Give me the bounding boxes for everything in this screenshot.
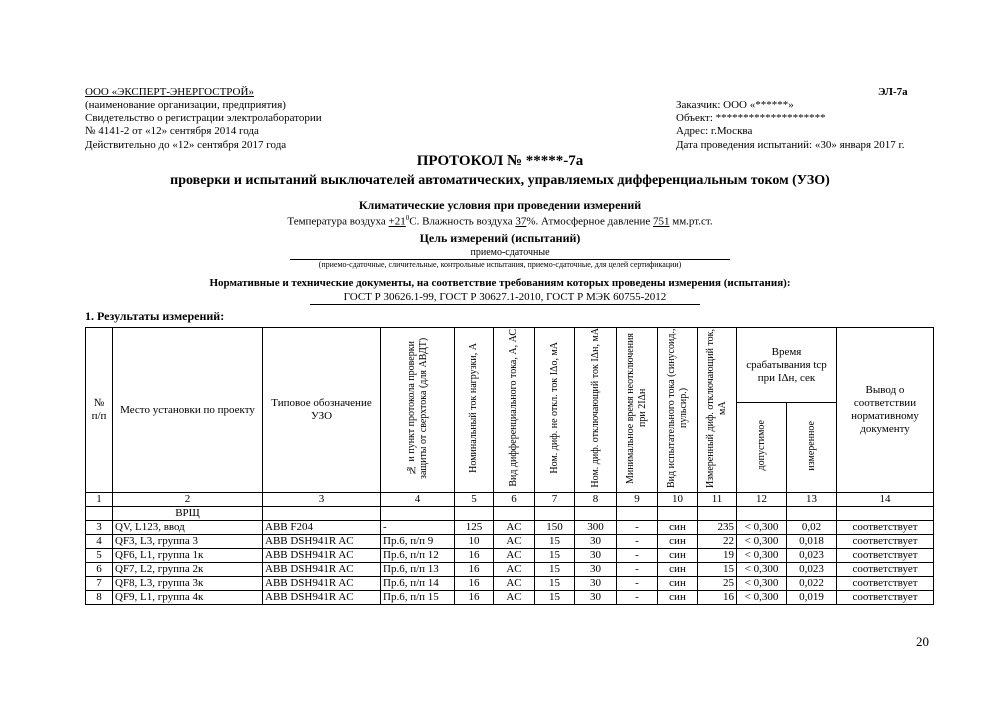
protocol-title: ПРОТОКОЛ № *****-7а: [416, 153, 584, 169]
row-test-kind: син: [658, 549, 698, 563]
row-type: ABB DSH941R AC: [263, 563, 381, 577]
row-nominal: 16: [455, 549, 494, 563]
row-test-kind: син: [658, 535, 698, 549]
row-nominal: 16: [455, 563, 494, 577]
table-row: [86, 521, 934, 535]
row-measured: 15: [698, 563, 737, 577]
org-caption: (наименование организации, предприятия): [85, 99, 286, 111]
object: Объект: ********************: [676, 112, 826, 124]
h-nom-nontrip-text: Ном. диф. не откл. ток IΔо, мА: [548, 342, 560, 474]
row-no: 3: [86, 521, 113, 535]
row-min-time: -: [617, 591, 658, 605]
row-no: 7: [86, 577, 113, 591]
row-test-kind: син: [658, 591, 698, 605]
row-conclusion: соответствует: [837, 591, 934, 605]
row-place: QF6, L1, группа 1к: [113, 549, 263, 563]
row-conclusion: соответствует: [837, 521, 934, 535]
climate-values: [0, 214, 1000, 228]
row-nontrip: 150: [535, 521, 575, 535]
row-protocol: -: [381, 521, 455, 535]
column-number: 1: [86, 493, 113, 507]
column-number: 7: [535, 493, 575, 507]
temp-label: Температура воздуха: [287, 215, 386, 228]
h-nominal-text: Номинальный ток нагрузки, А: [468, 343, 479, 473]
h-conclusion: Вывод о соответствии нормативному документу: [837, 328, 934, 493]
row-nontrip: 15: [535, 535, 575, 549]
pressure-value: 751: [652, 215, 670, 228]
section-empty: [535, 507, 575, 521]
h-allowed-text: допустимое: [755, 420, 767, 471]
section-empty: [575, 507, 617, 521]
section-empty: [381, 507, 455, 521]
row-type: ABB F204: [263, 521, 381, 535]
cert-label: Свидетельство о регистрации электролаборатории: [85, 112, 322, 124]
section-row: [86, 507, 934, 521]
row-conclusion: соответствует: [837, 535, 934, 549]
form-code: ЭЛ-7а: [878, 86, 908, 98]
column-number: 6: [494, 493, 535, 507]
section-empty: [658, 507, 698, 521]
row-type: ABB DSH941R AC: [263, 549, 381, 563]
section-empty: [617, 507, 658, 521]
row-measured: 22: [698, 535, 737, 549]
row-kind: AC: [494, 591, 535, 605]
row-kind: AC: [494, 521, 535, 535]
h-protocol: [381, 328, 455, 493]
row-trip: 30: [575, 577, 617, 591]
row-nominal: 16: [455, 591, 494, 605]
row-place: QF8, L3, группа 3к: [113, 577, 263, 591]
section-empty: [494, 507, 535, 521]
section-empty-no: [86, 507, 113, 521]
row-conclusion: соответствует: [837, 563, 934, 577]
row-min-time: -: [617, 563, 658, 577]
temp-value: +21: [388, 215, 406, 228]
row-measured-time: 0,022: [787, 577, 837, 591]
h-measured-text: Измеренный диф. отключающий ток, мА: [705, 328, 728, 488]
h-meas-text: измеренное: [805, 420, 817, 471]
row-min-time: -: [617, 521, 658, 535]
row-nominal: 125: [455, 521, 494, 535]
row-nominal: 10: [455, 535, 494, 549]
row-test-kind: син: [658, 563, 698, 577]
row-nontrip: 15: [535, 577, 575, 591]
h-protocol-text: № и пункт протокола проверки защиты от сверхтока (для АВДТ): [405, 337, 429, 479]
row-place: QF7, L2, группа 2к: [113, 563, 263, 577]
norms-docs: ГОСТ Р 30626.1-99, ГОСТ Р 30627.1-2010, ГОСТ Р МЭК 60755-2012: [310, 291, 700, 305]
table-row: [86, 591, 934, 605]
row-type: ABB DSH941R AC: [263, 591, 381, 605]
row-measured-time: 0,023: [787, 549, 837, 563]
table-row: [86, 549, 934, 563]
h-nom-trip-text: Ном. диф. отключающий ток IΔн, мА: [589, 328, 601, 488]
row-trip: 30: [575, 591, 617, 605]
row-measured: 25: [698, 577, 737, 591]
column-number: 14: [837, 493, 934, 507]
row-nontrip: 15: [535, 549, 575, 563]
row-type: ABB DSH941R AC: [263, 577, 381, 591]
section-empty: [737, 507, 787, 521]
row-allowed: < 0,300: [737, 577, 787, 591]
row-measured-time: 0,019: [787, 591, 837, 605]
temp-sup: 0: [405, 214, 410, 222]
column-number: 9: [617, 493, 658, 507]
results-table: [85, 327, 934, 605]
row-measured-time: 0,018: [787, 535, 837, 549]
row-allowed: < 0,300: [737, 549, 787, 563]
row-conclusion: соответствует: [837, 577, 934, 591]
row-conclusion: соответствует: [837, 549, 934, 563]
table-row: [86, 535, 934, 549]
h-kind: [494, 328, 535, 493]
section-empty: [455, 507, 494, 521]
row-no: 5: [86, 549, 113, 563]
test-date: Дата проведения испытаний: «30» января 2017 г.: [676, 139, 905, 151]
row-measured-time: 0,023: [787, 563, 837, 577]
humidity-value: 37: [515, 215, 527, 228]
climate-heading: Климатические условия при проведении измерений: [358, 198, 642, 212]
h-nominal: [455, 328, 494, 493]
row-test-kind: син: [658, 577, 698, 591]
humidity-unit: %. Атмосферное давление: [526, 215, 651, 228]
row-place: QV, L123, ввод: [113, 521, 263, 535]
customer: Заказчик: ООО «******»: [676, 99, 794, 111]
section-empty: [263, 507, 381, 521]
row-trip: 300: [575, 521, 617, 535]
row-allowed: < 0,300: [737, 521, 787, 535]
temp-unit: С. Влажность воздуха: [409, 215, 513, 228]
pressure-unit: мм.рт.ст.: [672, 215, 713, 228]
column-number: 8: [575, 493, 617, 507]
row-protocol: Пр.6, п/п 15: [381, 591, 455, 605]
goal-caption: (приемо-сдаточные, сличительные, контрольные испытания, приемо-сдаточные, для целей сертификации): [318, 260, 682, 269]
row-measured: 16: [698, 591, 737, 605]
row-min-time: -: [617, 549, 658, 563]
row-kind: AC: [494, 535, 535, 549]
row-kind: AC: [494, 577, 535, 591]
row-place: QF9, L1, группа 4к: [113, 591, 263, 605]
row-no: 6: [86, 563, 113, 577]
h-meas: [787, 403, 837, 493]
row-nontrip: 15: [535, 591, 575, 605]
section-empty: [787, 507, 837, 521]
row-min-time: -: [617, 535, 658, 549]
row-nominal: 16: [455, 577, 494, 591]
h-allowed: [737, 403, 787, 493]
row-trip: 30: [575, 549, 617, 563]
column-number: 13: [787, 493, 837, 507]
row-test-kind: син: [658, 521, 698, 535]
h-min-time: [617, 328, 658, 493]
row-measured: 235: [698, 521, 737, 535]
h-test-kind: [658, 328, 698, 493]
column-number: 11: [698, 493, 737, 507]
h-no: № п/п: [86, 328, 113, 493]
row-nontrip: 15: [535, 563, 575, 577]
header-row: [86, 328, 934, 403]
h-measured: [698, 328, 737, 493]
row-protocol: Пр.6, п/п 13: [381, 563, 455, 577]
column-number: 12: [737, 493, 787, 507]
row-no: 8: [86, 591, 113, 605]
column-number: 5: [455, 493, 494, 507]
table-row: [86, 577, 934, 591]
row-allowed: < 0,300: [737, 563, 787, 577]
row-type: ABB DSH941R AC: [263, 535, 381, 549]
cert-number: № 4141-2 от «12» сентября 2014 года: [85, 125, 259, 137]
h-nom-trip: [575, 328, 617, 493]
results-title: 1. Результаты измерений:: [85, 309, 225, 323]
row-protocol: Пр.6, п/п 14: [381, 577, 455, 591]
table-row: [86, 563, 934, 577]
row-measured: 19: [698, 549, 737, 563]
row-measured-time: 0,02: [787, 521, 837, 535]
address: Адрес: г.Москва: [676, 125, 753, 137]
h-kind-text: Вид дифференциального тока, А, АС: [508, 329, 519, 487]
row-trip: 30: [575, 535, 617, 549]
column-number: 4: [381, 493, 455, 507]
section-label: ВРЩ: [113, 507, 263, 521]
h-type: Типовое обозначение УЗО: [263, 328, 381, 493]
row-allowed: < 0,300: [737, 591, 787, 605]
h-test-kind-text: Вид испытательного тока (синусоид., пульсир.): [665, 328, 689, 488]
page-number: 20: [916, 634, 929, 649]
column-number-row: [86, 493, 934, 507]
row-no: 4: [86, 535, 113, 549]
h-min-time-text: Минимальное время неотключения при 2IΔн: [625, 332, 648, 484]
org-name: ООО «ЭКСПЕРТ-ЭНЕРГОСТРОЙ»: [85, 86, 254, 98]
h-nom-nontrip: [535, 328, 575, 493]
row-place: QF3, L3, группа 3: [113, 535, 263, 549]
protocol-subtitle: проверки и испытаний выключателей автоматических, управляемых дифференциальным током (УЗО): [170, 173, 830, 188]
column-number: 10: [658, 493, 698, 507]
h-place: Место установки по проекту: [113, 328, 263, 493]
column-number: 3: [263, 493, 381, 507]
row-protocol: Пр.6, п/п 12: [381, 549, 455, 563]
row-allowed: < 0,300: [737, 535, 787, 549]
h-time: Время срабатывания tср при IΔн, сек: [737, 328, 837, 403]
norms-heading: Нормативные и технические документы, на соответствие требованиям которых проведены измерения (испытания):: [209, 277, 791, 289]
section-empty: [698, 507, 737, 521]
row-kind: AC: [494, 549, 535, 563]
section-empty: [837, 507, 934, 521]
column-number: 2: [113, 493, 263, 507]
goal-heading: Цель измерений (испытаний): [419, 231, 581, 245]
row-trip: 30: [575, 563, 617, 577]
row-min-time: -: [617, 577, 658, 591]
cert-valid: Действительно до «12» сентября 2017 года: [85, 139, 287, 151]
goal-value: приемо-сдаточные: [290, 247, 730, 260]
row-protocol: Пр.6, п/п 9: [381, 535, 455, 549]
row-kind: AC: [494, 563, 535, 577]
